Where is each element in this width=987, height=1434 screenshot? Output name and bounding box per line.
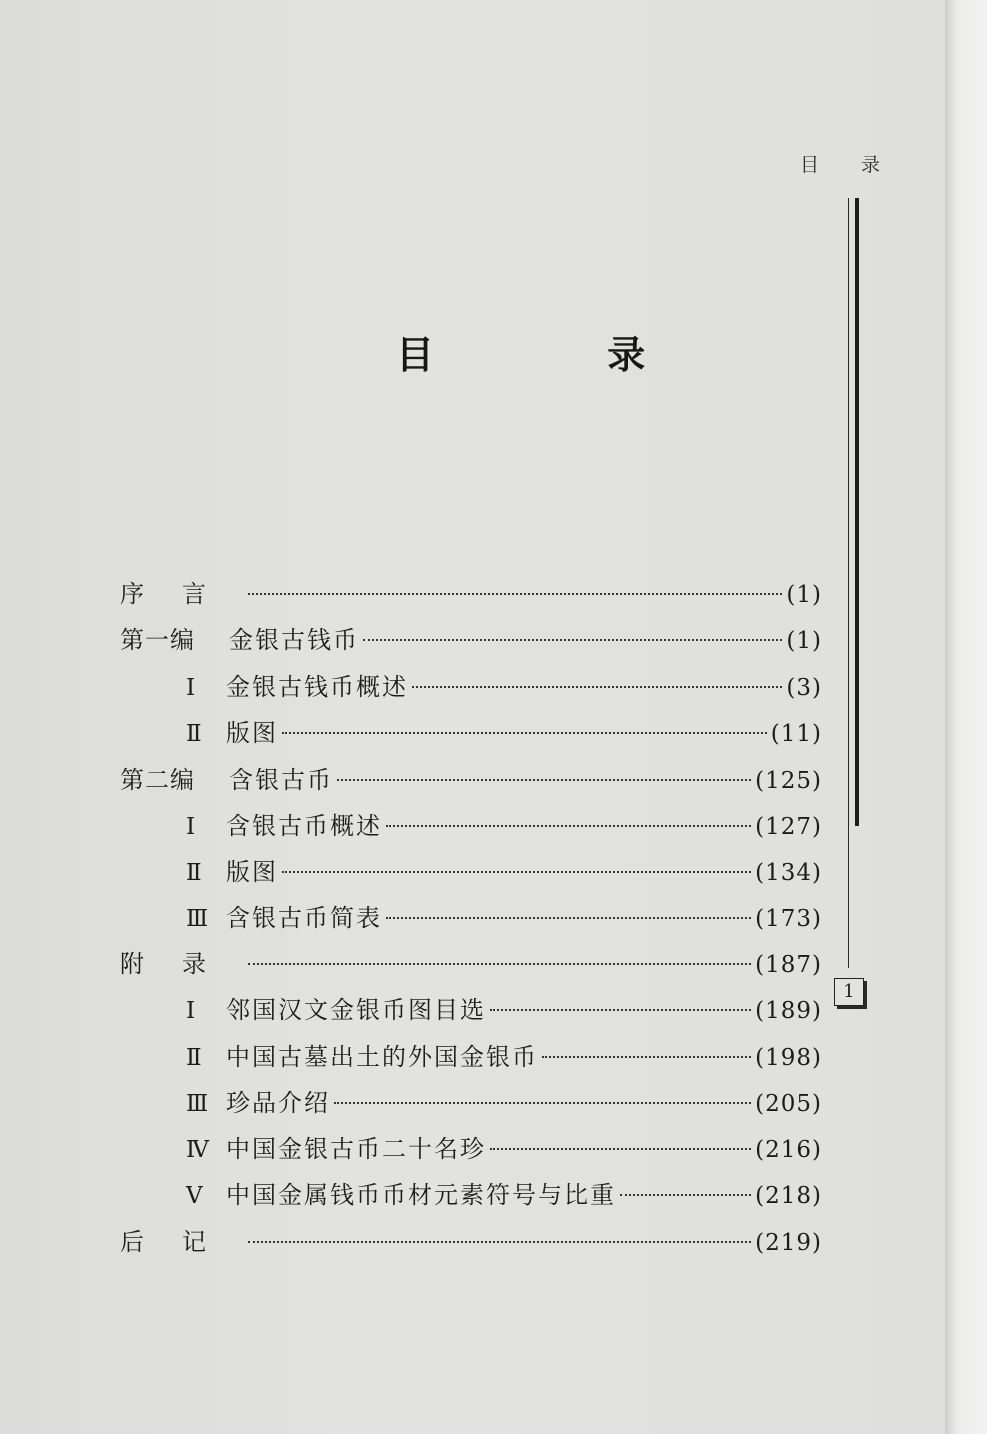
toc-numeral: Ⅰ: [186, 814, 196, 840]
toc-title: 中国金银古币二十名珍: [226, 1135, 486, 1163]
toc-entry-part-1: [120, 620, 822, 654]
toc-entry-1-1: [186, 667, 822, 701]
dot-leader: [363, 639, 782, 641]
toc-page: (218): [755, 1183, 822, 1209]
toc-numeral: Ⅳ: [186, 1137, 209, 1163]
dot-leader: [248, 1241, 751, 1243]
toc-page: (1): [786, 628, 822, 654]
toc-title: 珍品介绍: [226, 1089, 330, 1117]
toc-numeral: Ⅰ: [186, 675, 196, 701]
toc-title: 版图: [226, 858, 278, 886]
toc-numeral: Ⅰ: [186, 998, 196, 1024]
toc-numeral: Ⅱ: [186, 860, 202, 886]
toc-entry-2-3: [186, 898, 822, 932]
toc-numeral: Ⅲ: [186, 906, 209, 932]
toc-page: (173): [755, 906, 822, 932]
dot-leader: [282, 871, 751, 873]
dot-leader: [490, 1148, 751, 1150]
toc-numeral: Ⅴ: [186, 1183, 203, 1209]
toc-entry-part-2: [120, 760, 822, 794]
toc-page: (187): [755, 952, 822, 978]
dot-leader: [620, 1194, 751, 1196]
toc-page: (127): [755, 814, 822, 840]
dot-leader: [334, 1102, 751, 1104]
toc-numeral: Ⅱ: [186, 1045, 202, 1071]
dot-leader: [337, 779, 751, 781]
dot-leader: [386, 917, 751, 919]
toc-title: 版图: [226, 719, 278, 747]
toc-entry-app-2: [186, 1037, 822, 1071]
toc-entry-app-4: [186, 1129, 822, 1163]
toc-entry-appendix: [120, 944, 822, 978]
toc-entry-preface: [120, 574, 822, 608]
running-head: 目 录: [800, 154, 899, 176]
toc-entry-app-1: [186, 990, 822, 1024]
toc-page: (1): [786, 582, 822, 608]
toc-page: (3): [786, 675, 822, 701]
toc-page: (125): [755, 768, 822, 794]
margin-rule-thick: [855, 198, 859, 826]
toc-page: (134): [755, 860, 822, 886]
toc-page: (198): [755, 1045, 822, 1071]
facing-page-edge: [945, 0, 987, 1434]
dot-leader: [282, 732, 767, 734]
toc-numeral: Ⅲ: [186, 1091, 209, 1117]
toc-entry-app-5: [186, 1175, 822, 1209]
toc-entry-1-2: [186, 713, 822, 747]
toc-title: 含银古币: [229, 766, 333, 794]
toc-title: 中国金属钱币币材元素符号与比重: [226, 1181, 616, 1209]
toc-label: 第二编: [120, 766, 195, 794]
toc-page: (219): [755, 1230, 822, 1256]
toc-entry-app-3: [186, 1083, 822, 1117]
toc-title: 邻国汉文金银币图目选: [226, 996, 486, 1024]
dot-leader: [412, 686, 782, 688]
page-number-box: 1: [834, 978, 864, 1006]
toc-title: 中国古墓出土的外国金银币: [226, 1043, 538, 1071]
toc-page: (205): [755, 1091, 822, 1117]
toc-title: 含银古币概述: [226, 812, 382, 840]
page-title: 目 录: [396, 333, 726, 377]
dot-leader: [248, 963, 751, 965]
toc-label: 序言: [120, 580, 244, 608]
dot-leader: [542, 1056, 751, 1058]
toc-page: (189): [755, 998, 822, 1024]
toc-entry-2-1: [186, 806, 822, 840]
toc-title: 金银古钱币概述: [226, 673, 408, 701]
toc-title: 含银古币简表: [226, 904, 382, 932]
dot-leader: [248, 593, 782, 595]
toc-entry-postscript: [120, 1222, 822, 1256]
toc-label: 第一编: [120, 626, 195, 654]
toc-title: 金银古钱币: [229, 626, 359, 654]
toc-page: (216): [755, 1137, 822, 1163]
toc-label: 附录: [120, 950, 244, 978]
dot-leader: [386, 825, 751, 827]
toc-numeral: Ⅱ: [186, 721, 202, 747]
toc-entry-2-2: [186, 852, 822, 886]
toc-label: 后记: [120, 1228, 244, 1256]
margin-rule-thin: [848, 198, 849, 968]
toc-page: (11): [770, 721, 822, 747]
dot-leader: [490, 1009, 751, 1011]
